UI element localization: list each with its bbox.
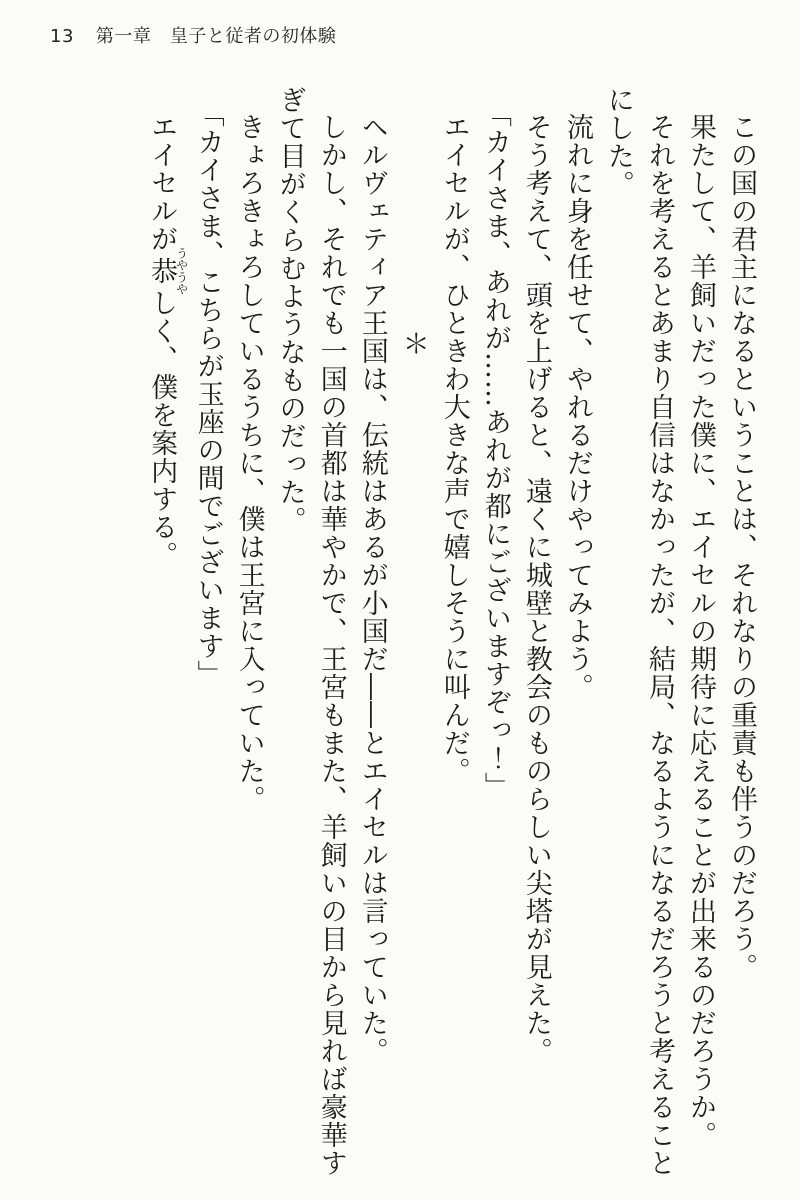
chapter-title: 第一章 皇子と従者の初体験 bbox=[95, 26, 337, 47]
paragraph-7: エイセルが、ひときわ大きな声で嬉しそうに叫んだ。 bbox=[438, 113, 470, 785]
paragraph-3: それを考えるとあまり自信はなかったが、結局、なるようになるだろうと考えることにした。 bbox=[602, 86, 675, 1177]
paragraph-9: ヘルヴェティア王国は、伝統はあるが小国だ――とエイセルは言っていた。 bbox=[356, 113, 388, 1065]
paragraph-1: この国の君主になるということは、それなりの重責も伴うのだろう。 bbox=[726, 113, 757, 981]
paragraph-4: 流れに身を任せて、やれるだけやってみよう。 bbox=[561, 113, 593, 701]
paragraph-10: しかし、それでも一国の首都は華やかで、王宮もまた、羊飼いの目から見れば豪華すぎて目がくらむようなものだった。 bbox=[274, 86, 347, 1177]
page-number: 13 bbox=[50, 26, 74, 47]
paragraph-5: そう考えて、頭を上げると、遠くに城壁と教会のものらしい尖塔が見えた。 bbox=[520, 113, 552, 1065]
paragraph-12: 「カイさま、こちらが玉座の間でございます」 bbox=[192, 99, 224, 688]
paragraph-13: エイセルが恭うやうやしく、僕を案内する。 bbox=[146, 113, 189, 569]
section-divider: ＊ bbox=[397, 330, 429, 358]
paragraph-11: きょろきょろしているうちに、僕は王宮に入っていた。 bbox=[233, 113, 265, 813]
furigana-word: 恭うやうや bbox=[146, 247, 189, 295]
paragraph-6: 「カイさま、あれが……あれが都にございますぞっ！」 bbox=[479, 99, 511, 800]
paragraph-2: 果たして、羊飼いだった僕に、エイセルの期待に応えることが出来るのだろうか。 bbox=[684, 113, 716, 1149]
body-text bbox=[141, 86, 762, 1182]
page-header bbox=[50, 22, 336, 48]
